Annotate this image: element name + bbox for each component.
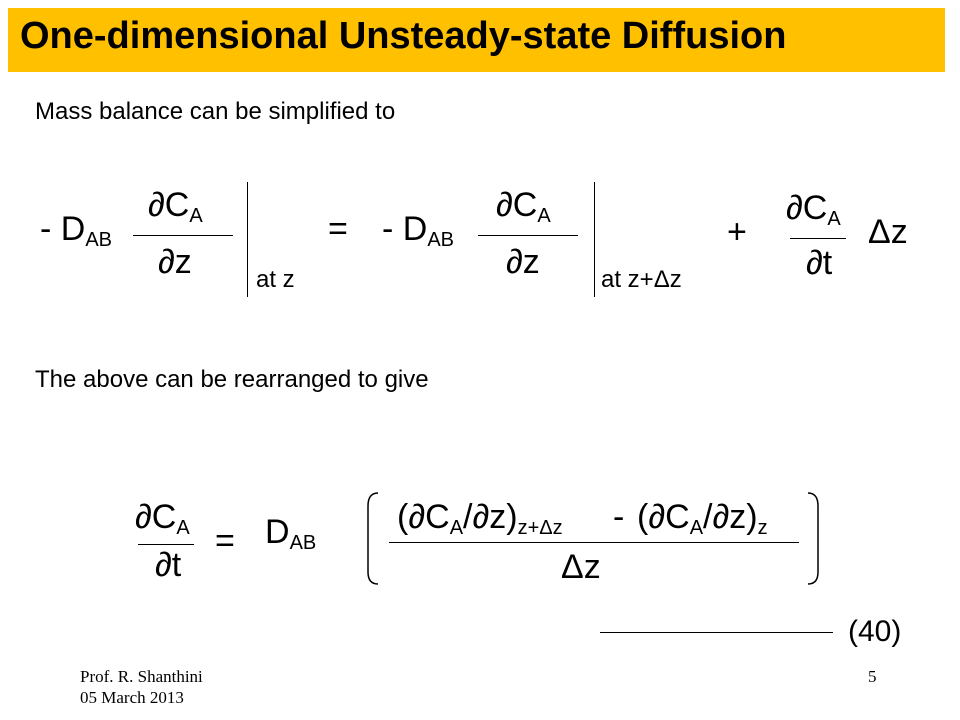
eq2-denominator: Δz (561, 548, 601, 586)
eq1-accumulation-denominator: ∂t (806, 244, 833, 282)
eq2-equals-sign: = (215, 522, 235, 560)
eq1-lhs-denominator: ∂z (158, 243, 192, 281)
footer-page-number: 5 (868, 667, 877, 686)
eq2-diffusivity: $D_{AB}$ (265, 513, 317, 554)
eq2-fraction-bar (389, 542, 799, 543)
eq1-equals-sign: = (328, 210, 348, 248)
eq2-minus-sign: - (613, 498, 625, 536)
eq1-rhs-denominator: ∂z (506, 243, 540, 281)
eq2-number-leader-line (600, 632, 833, 633)
eq1-rhs-numerator: $\partial C_A$ (496, 186, 551, 227)
slide-title: One-dimensional Unsteady-state Diffusion (20, 15, 787, 57)
footer-author: Prof. R. Shanthini (80, 667, 203, 686)
eq1-lhs-numerator: $\partial C_A$ (148, 186, 203, 227)
eq1-lhs-diffusivity: - $D_{AB}$ (40, 210, 113, 251)
footer-date: 05 March 2013 (80, 688, 184, 707)
eq2-left-bracket (368, 493, 378, 584)
eq1-accumulation-numerator: $\partial C_A$ (786, 189, 841, 230)
eq2-numerator-left-term: $(\partial C_A/\partial z)_{z+\Delta z}$ (397, 498, 563, 539)
eq2-lhs-denominator: ∂t (155, 546, 182, 584)
eq2-right-bracket (808, 493, 818, 584)
eq1-plus-sign: + (727, 213, 747, 251)
eq1-delta-z: Δz (868, 213, 908, 251)
rearranged-text: The above can be rearranged to give (35, 366, 429, 393)
eq1-at-z-dz-label: at z+Δz (601, 266, 682, 293)
footer-author-date (80, 666, 203, 708)
eq1-at-z-label: at z (256, 266, 295, 293)
eq2-lhs-numerator: $\partial C_A$ (135, 498, 190, 539)
intro-text: Mass balance can be simplified to (35, 98, 396, 125)
eq1-rhs-diffusivity: - $D_{AB}$ (382, 210, 455, 251)
eq2-number: (40) (848, 615, 902, 648)
eq2-numerator-right-term: $(\partial C_A/\partial z)_z$ (637, 498, 768, 539)
